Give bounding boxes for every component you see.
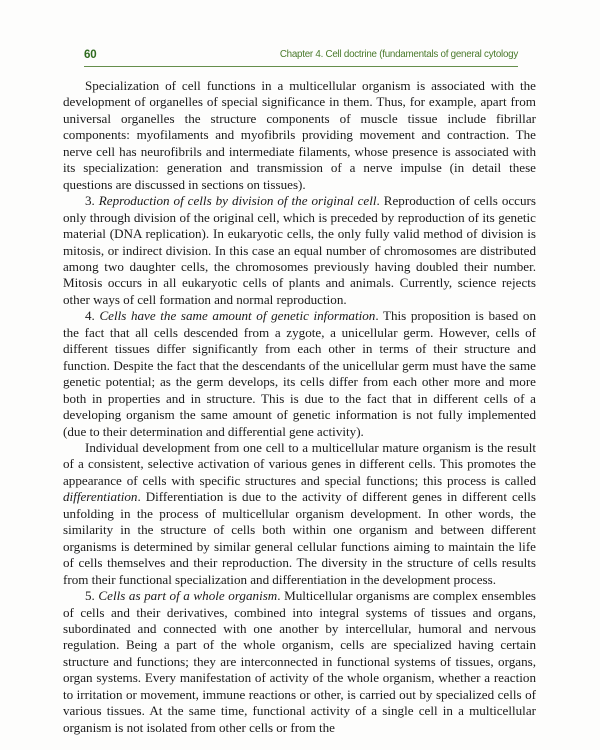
italic-run: Cells have the same amount of genetic information bbox=[99, 308, 376, 324]
italic-run: Cells as part of a whole organism bbox=[98, 588, 278, 604]
p-item-5 bbox=[63, 588, 536, 736]
running-header bbox=[84, 48, 518, 68]
text-run: . Reproduction of cells occurs only through division of the original cell, which is preceded by reproduction of its genetic material (DNA replication). In eukaryotic cells, the only fully valid method of division is mitosis, or indirect division. In this case an equal number of chromosomes are distributed among two daughter cells, the chromosomes previously having doubled their number. Mitosis occurs in all eukaryotic cells of plants and animals. Currently, science rejects other ways of cell formation and normal reproduction. bbox=[63, 193, 536, 307]
p-individual-development bbox=[63, 440, 536, 588]
header-rule-gap bbox=[84, 65, 101, 66]
text-run: Specialization of cell functions in a multicellular organism is associated with the development of organelles of special significance in them. Thus, for example, apart from universal organelles the structure components of muscle tissue include fibrillar components: myofilaments and myofibrils providing movement and contraction. The nerve cell has neurofibrils and intermediate filaments, whose presence is associated with its specialization: generation and transmission of a nerve impulse (in detail these questions are discussed in sections on tissues). bbox=[63, 78, 536, 192]
italic-run: Reproduction of cells by division of the original cell bbox=[98, 193, 377, 209]
italic-run: differentiation bbox=[63, 489, 138, 505]
text-run: . Differentiation is due to the activity of different genes in different cells unfolding in the process of multicellular organism development. In other words, the similarity in the structure of cells both within one organism and between different organisms is determined by similar general cellular functions aiming to maintain the life of cells themselves and their reproduction. The diversity in the structure of cells results from their functional specialization and differentiation in the development process. bbox=[63, 489, 536, 587]
p-specialization bbox=[63, 78, 536, 193]
text-run: 3. bbox=[85, 193, 99, 209]
chapter-title: Chapter 4. Cell doctrine (fundamentals of general cytology bbox=[279, 49, 518, 60]
header-rule bbox=[84, 66, 518, 67]
page-number: 60 bbox=[84, 49, 97, 61]
text-run: 4. bbox=[85, 308, 100, 324]
text-run: . Multicellular organisms are complex ensembles of cells and their derivatives, combined into integral systems of tissues and organs, subordinated and connected with one another by intercellular, humoral and nervous regulation. Being a part of the whole organism, cells are specialized having certain structure and functions; they are interconnected in functional systems of tissues, organs, organ systems. Every manifestation of activity of the whole organism, whether a reaction to irritation or movement, immune reactions or other, is carried out by specialized cells of various tissues. At the same time, functional activity of a single cell in a multicellular organism is not isolated from other cells or from the bbox=[63, 588, 536, 735]
text-run: . This proposition is based on the fact that all cells descended from a zygote, a unicellular germ. However, cells of different tissues differ significantly from each other in terms of their structure and function. Despite the fact that the descendants of the unicellular germ must have the same genetic potential; as the germ develops, its cells differ from each other more and more both in properties and in structure. This is due to the fact that in different cells of a developing organism the same amount of genetic information is not fully implemented (due to their determination and differential gene activity). bbox=[63, 308, 536, 439]
p-item-4 bbox=[63, 308, 536, 440]
text-run: 5. bbox=[85, 588, 99, 604]
body-text-block bbox=[63, 78, 536, 736]
text-run: Individual development from one cell to a multicellular mature organism is the result of a consistent, selective activation of various genes in different cells. This promotes the appearance of cells with specific structures and special functions; this process is called bbox=[63, 439, 536, 488]
p-item-3 bbox=[63, 193, 536, 308]
